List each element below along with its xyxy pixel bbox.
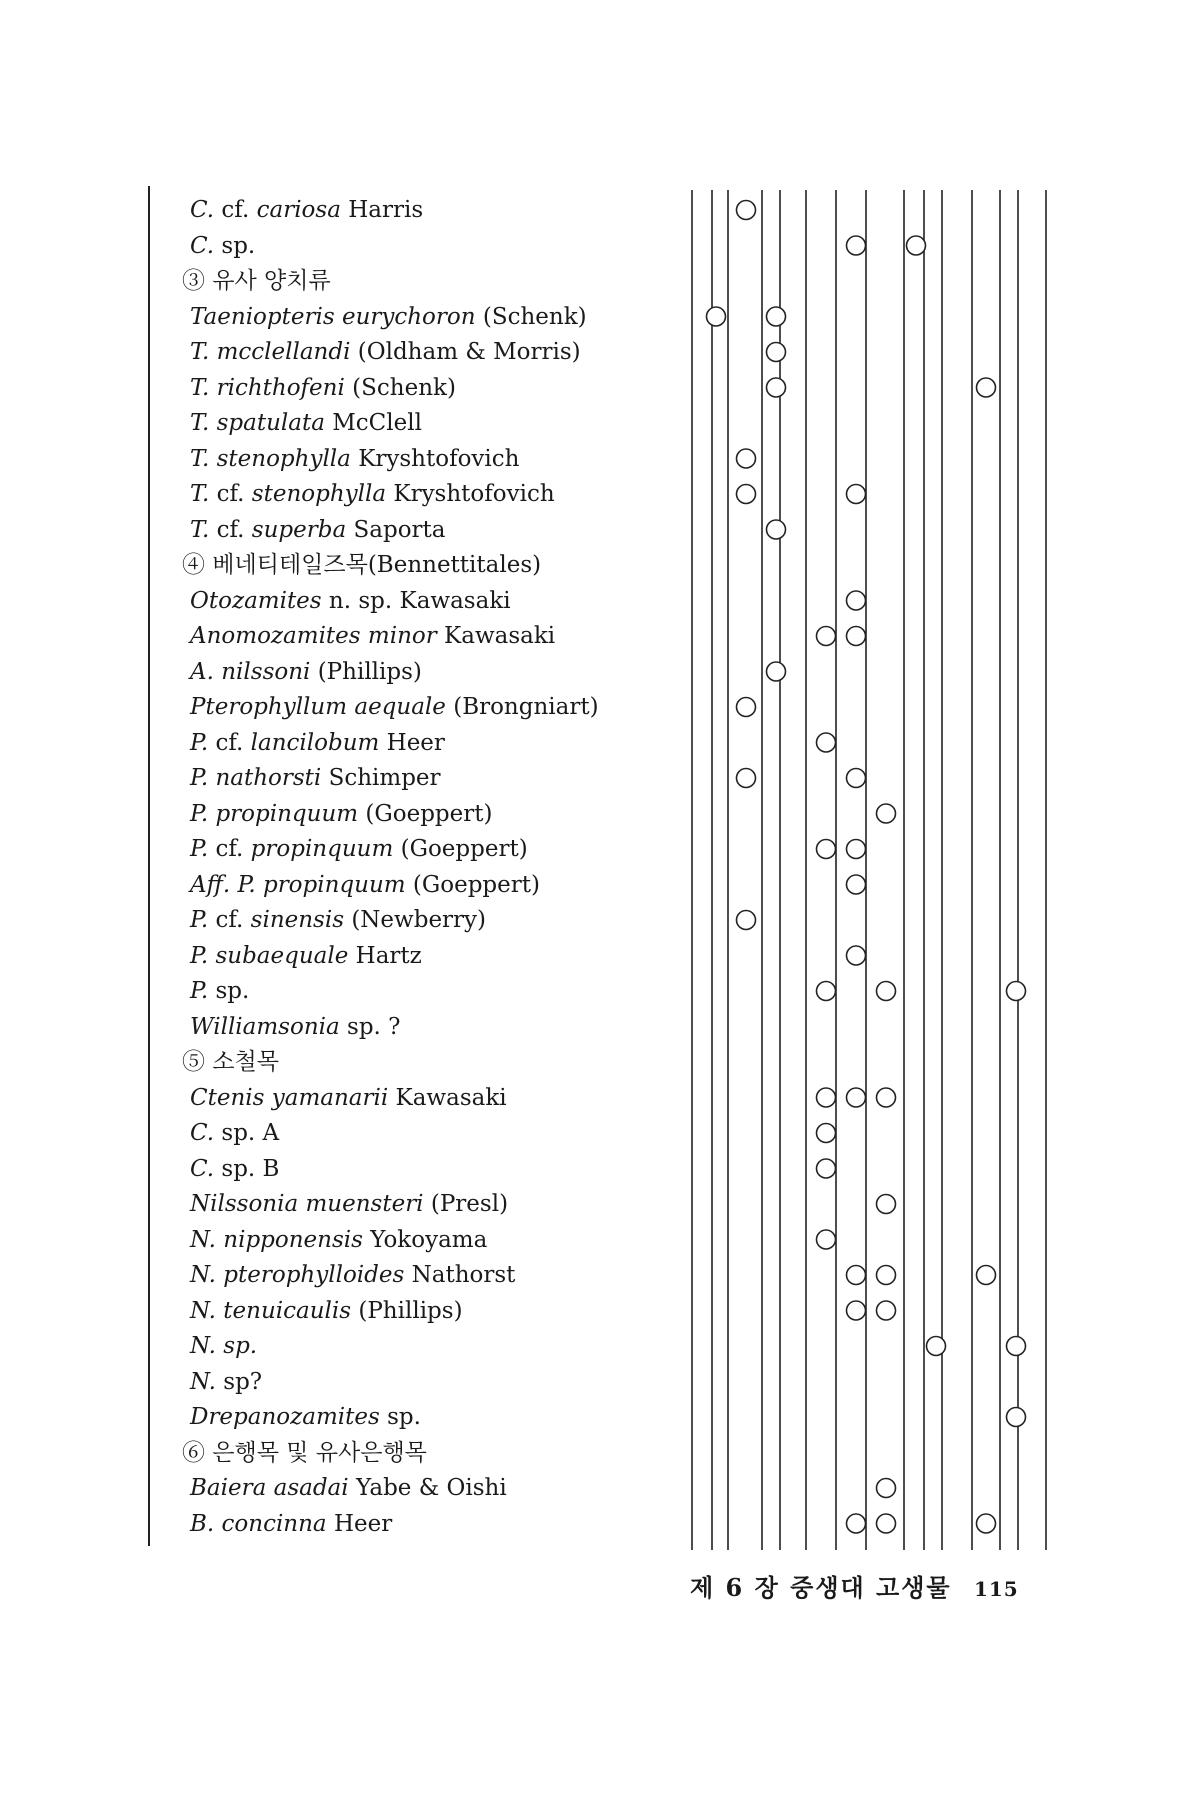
occurrence-marker (877, 1088, 896, 1107)
species-epithet: propinquum (215, 800, 359, 827)
species-epithet: tenuicaulis (223, 1297, 352, 1324)
species-genus: P. (190, 800, 209, 827)
species-author: (Goeppert) (412, 871, 540, 898)
species-qualifier: cf. (216, 516, 245, 543)
species-author: McClell (332, 410, 422, 436)
occurrence-marker (737, 485, 756, 504)
occurrence-marker (817, 627, 836, 646)
group-header: ③ 유사 양치류 (182, 268, 331, 294)
species-genus: C. (190, 1155, 215, 1182)
page-footer (690, 1568, 1019, 1608)
occurrence-marker (1007, 1408, 1026, 1427)
species-author: n. sp. Kawasaki (328, 587, 511, 614)
species-author: (Phillips) (358, 1297, 463, 1324)
occurrence-marker (817, 1124, 836, 1143)
occurrence-marker (877, 1479, 896, 1498)
species-epithet: nilssoni (221, 658, 311, 685)
species-author: Heer (333, 1510, 393, 1537)
occurrence-marker (847, 1514, 866, 1533)
species-genus: N. (190, 1226, 216, 1253)
group-header: ④ 베네티테일즈목(Bennettitales) (182, 552, 542, 578)
occurrence-marker (1007, 1337, 1026, 1356)
species-author: sp. (387, 1404, 421, 1430)
species-qualifier: cf. (215, 729, 244, 756)
group-header: ⑥ 은행목 및 유사은행목 (182, 1439, 427, 1466)
occurrence-marker (847, 1301, 866, 1320)
species-genus: C. (190, 1120, 215, 1146)
species-author: sp? (223, 1368, 263, 1395)
species-epithet: superba (251, 516, 347, 543)
species-genus: T. (190, 516, 210, 543)
species-qualifier: cf. (216, 481, 245, 507)
occurrence-marker (737, 201, 756, 220)
species-author: sp. (215, 978, 250, 1004)
species-epithet: sinensis (250, 907, 345, 933)
species-epithet: propinquum (262, 871, 406, 898)
species-genus: Nilssonia (190, 1191, 299, 1217)
occurrence-marker (847, 591, 866, 610)
occurrence-marker (847, 769, 866, 788)
species-genus: N. (190, 1262, 216, 1288)
species-author: Harris (348, 197, 424, 223)
occurrence-marker (847, 840, 866, 859)
species-genus: C. (190, 197, 215, 223)
species-author: Heer (386, 729, 445, 756)
species-author: (Newberry) (351, 907, 487, 933)
species-genus: Taeniopteris (190, 303, 335, 330)
species-genus: C. (190, 232, 215, 259)
species-epithet: yamanarii (271, 1084, 389, 1111)
occurrence-marker (767, 662, 786, 681)
occurrence-marker (847, 1266, 866, 1285)
species-genus: N. (190, 1368, 216, 1395)
species-genus: A. (190, 658, 214, 685)
species-genus: Pterophyllum (190, 694, 348, 720)
species-genus: Baiera (190, 1475, 267, 1501)
species-epithet: spatulata (216, 410, 325, 436)
species-author: Saporta (353, 516, 446, 543)
occurrence-marker (767, 343, 786, 362)
species-genus: T. (190, 445, 210, 472)
species-genus: T. (190, 481, 210, 507)
species-author: (Schenk) (352, 374, 456, 401)
species-epithet: subaequale (215, 942, 349, 969)
occurrence-marker (737, 449, 756, 468)
species-epithet: aequale (354, 694, 446, 720)
species-genus: P. (190, 836, 209, 862)
species-epithet: richthofeni (216, 374, 345, 401)
occurrence-marker (767, 307, 786, 326)
species-genus: P. (190, 978, 209, 1004)
occurrence-marker (877, 804, 896, 823)
occurrence-marker (847, 485, 866, 504)
species-genus: Anomozamites (190, 623, 361, 649)
species-genus: T. (190, 374, 210, 401)
species-epithet: nathorsti (215, 765, 322, 791)
species-genus: Otozamites (190, 587, 322, 614)
occurrence-marker (767, 378, 786, 397)
species-author: sp. ? (347, 1013, 401, 1040)
species-genus: T. (190, 410, 210, 436)
occurrence-marker (737, 911, 756, 930)
species-epithet: lancilobum (250, 729, 380, 756)
occurrence-marker (847, 236, 866, 255)
species-author: Kawasaki (395, 1084, 507, 1111)
species-epithet: sp. (223, 1333, 258, 1359)
species-author: (Presl) (430, 1191, 509, 1217)
occurrence-marker (817, 840, 836, 859)
species-qualifier: cf. (215, 836, 244, 862)
species-author: sp. A (221, 1120, 280, 1146)
species-epithet: eurychoron (341, 303, 476, 330)
species-author: (Schenk) (482, 303, 587, 330)
species-epithet: stenophylla (216, 445, 351, 472)
occurrence-marker (817, 1159, 836, 1178)
species-qualifier: cf. (215, 907, 244, 933)
species-epithet: minor (367, 623, 437, 649)
species-epithet: muensteri (305, 1191, 424, 1217)
occurrence-marker (977, 378, 996, 397)
species-author: (Oldham & Morris) (357, 339, 581, 365)
occurrence-marker (737, 698, 756, 717)
species-epithet: stenophylla (251, 481, 387, 507)
species-genus: Drepanozamites (190, 1404, 380, 1430)
species-author: Kryshtofovich (358, 445, 520, 472)
species-genus: P. (190, 942, 209, 969)
species-author: Kryshtofovich (393, 481, 555, 507)
occurrence-marker (977, 1266, 996, 1285)
occurrence-marker (767, 520, 786, 539)
species-author: Hartz (355, 942, 422, 969)
occurrence-marker (927, 1337, 946, 1356)
species-author: sp. B (221, 1155, 280, 1182)
species-genus: T. (190, 339, 210, 365)
species-author: (Brongniart) (453, 694, 599, 720)
occurrence-marker (877, 1266, 896, 1285)
species-genus: Aff. P. (190, 871, 256, 898)
species-epithet: asadai (273, 1475, 349, 1501)
species-author: (Goeppert) (365, 800, 493, 827)
footer-page-number: 115 (973, 1577, 1019, 1601)
species-genus: P. (190, 907, 209, 933)
species-author: sp. (221, 232, 256, 259)
occurrence-marker (847, 946, 866, 965)
occurrence-marker (817, 733, 836, 752)
occurrence-marker (817, 982, 836, 1001)
species-author: (Phillips) (317, 658, 422, 685)
species-genus: P. (190, 765, 209, 791)
species-epithet: propinquum (250, 836, 394, 862)
occurrence-marker (737, 769, 756, 788)
species-epithet: nipponensis (223, 1226, 363, 1253)
species-epithet: concinna (221, 1510, 327, 1537)
species-genus: Ctenis (190, 1084, 265, 1111)
species-qualifier: cf. (221, 197, 250, 223)
occurrence-marker (817, 1088, 836, 1107)
occurrence-marker (877, 1301, 896, 1320)
species-genus: N. (190, 1333, 216, 1359)
occurrence-marker (907, 236, 926, 255)
occurrence-marker (847, 875, 866, 894)
species-epithet: mcclellandi (216, 339, 351, 365)
occurrence-marker (877, 1514, 896, 1533)
occurrence-marker (877, 982, 896, 1001)
species-genus: Williamsonia (190, 1013, 340, 1040)
species-author: Yabe & Oishi (355, 1475, 507, 1501)
occurrence-marker (1007, 982, 1026, 1001)
species-genus: B. (190, 1510, 215, 1537)
species-author: Schimper (328, 765, 441, 791)
occurrence-marker (877, 1195, 896, 1214)
species-author: Kawasaki (444, 623, 556, 649)
footer-chapter-title: 제 6 장 중생대 고생물 (690, 1573, 952, 1602)
occurrence-marker (977, 1514, 996, 1533)
group-header: ⑤ 소철목 (182, 1049, 279, 1075)
species-author: Yokoyama (370, 1226, 488, 1253)
species-author: Nathorst (411, 1262, 516, 1288)
species-genus: P. (190, 729, 209, 756)
occurrence-marker (817, 1230, 836, 1249)
occurrence-marker (847, 1088, 866, 1107)
species-author: (Goeppert) (400, 836, 528, 862)
species-epithet: cariosa (256, 197, 341, 223)
species-genus: N. (190, 1297, 216, 1324)
occurrence-marker (707, 307, 726, 326)
occurrence-marker (847, 627, 866, 646)
species-epithet: pterophylloides (223, 1262, 405, 1288)
